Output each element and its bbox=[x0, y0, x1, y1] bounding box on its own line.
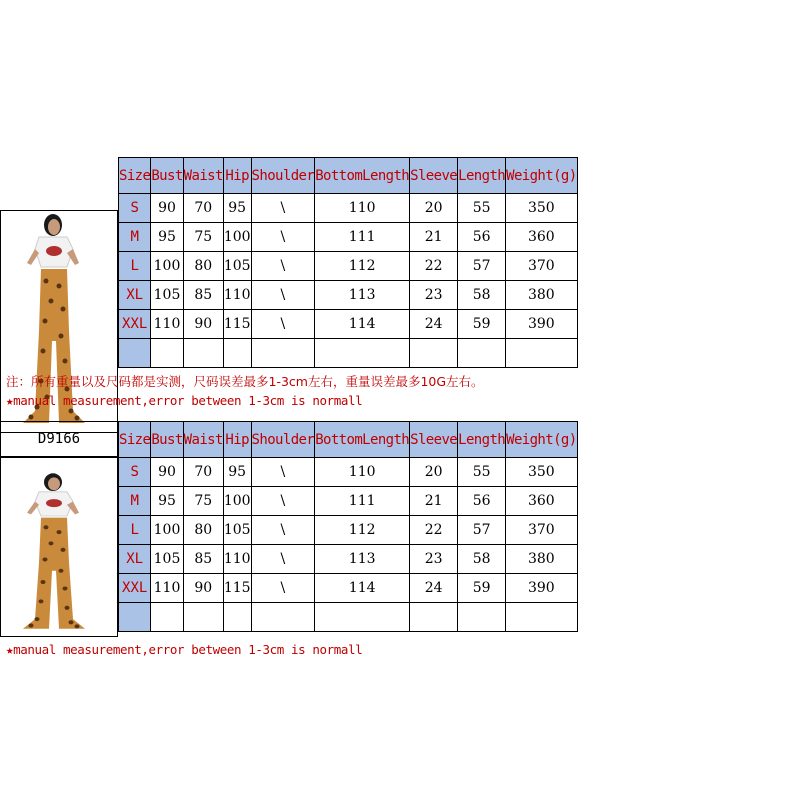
column-header: Size bbox=[119, 422, 151, 458]
measurement-cell: 21 bbox=[410, 223, 458, 252]
measurement-cell: 370 bbox=[506, 252, 577, 281]
measurement-cell bbox=[410, 603, 458, 632]
measurement-cell: 380 bbox=[506, 281, 577, 310]
column-header: Sleeve bbox=[410, 422, 458, 458]
product-photo bbox=[0, 457, 118, 637]
measurement-cell: 90 bbox=[151, 194, 183, 223]
measurement-cell: 111 bbox=[315, 223, 410, 252]
measurement-cell bbox=[223, 603, 251, 632]
measurement-cell: 95 bbox=[151, 487, 183, 516]
measurement-cell: 115 bbox=[223, 310, 251, 339]
measurement-cell: 350 bbox=[506, 458, 577, 487]
measurement-cell: 114 bbox=[315, 574, 410, 603]
column-header: Weight(g) bbox=[506, 422, 577, 458]
measurement-cell bbox=[251, 339, 315, 368]
column-header: Hip bbox=[223, 422, 251, 458]
measurement-cell: 390 bbox=[506, 310, 577, 339]
size-label-cell: M bbox=[119, 487, 151, 516]
column-header: Sleeve bbox=[410, 158, 458, 194]
measurement-cell: 59 bbox=[458, 310, 506, 339]
table-row bbox=[119, 487, 578, 516]
measurement-cell: 58 bbox=[458, 281, 506, 310]
column-header: Waist bbox=[183, 158, 223, 194]
measurement-cell: 56 bbox=[458, 223, 506, 252]
measurement-cell: 112 bbox=[315, 252, 410, 281]
column-header: Shoulder bbox=[251, 422, 315, 458]
table-row bbox=[119, 310, 578, 339]
size-table-2 bbox=[118, 421, 578, 632]
product-code: D9166 bbox=[0, 421, 118, 457]
table-row bbox=[119, 574, 578, 603]
column-header: Bust bbox=[151, 422, 183, 458]
measurement-cell: 105 bbox=[151, 545, 183, 574]
measurement-cell bbox=[315, 603, 410, 632]
column-header: BottomLength bbox=[315, 422, 410, 458]
column-header: Size bbox=[119, 158, 151, 194]
table-row bbox=[119, 194, 578, 223]
measurement-cell: 22 bbox=[410, 252, 458, 281]
measurement-cell: 85 bbox=[183, 281, 223, 310]
table-row bbox=[119, 458, 578, 487]
measurement-cell: 58 bbox=[458, 545, 506, 574]
size-label-cell: M bbox=[119, 223, 151, 252]
model-illustration bbox=[1, 458, 117, 636]
measurement-cell: 95 bbox=[151, 223, 183, 252]
measurement-cell: 80 bbox=[183, 516, 223, 545]
size-label-cell: XL bbox=[119, 545, 151, 574]
size-label-cell: L bbox=[119, 516, 151, 545]
measurement-cell: 20 bbox=[410, 458, 458, 487]
measurement-cell: 55 bbox=[458, 458, 506, 487]
note-english: ★manual measurement,error between 1-3cm is normall bbox=[6, 642, 363, 657]
measurement-cell: 112 bbox=[315, 516, 410, 545]
table-body bbox=[119, 194, 578, 368]
table-row bbox=[119, 281, 578, 310]
column-header: Weight(g) bbox=[506, 158, 577, 194]
measurement-cell: 75 bbox=[183, 487, 223, 516]
measurement-cell: 75 bbox=[183, 223, 223, 252]
measurement-cell bbox=[410, 339, 458, 368]
measurement-cell: 115 bbox=[223, 574, 251, 603]
measurement-cell bbox=[151, 603, 183, 632]
note-english: ★manual measurement,error between 1-3cm is normall bbox=[6, 393, 363, 408]
measurement-cell: 105 bbox=[223, 252, 251, 281]
column-header: BottomLength bbox=[315, 158, 410, 194]
measurement-cell: 100 bbox=[223, 223, 251, 252]
table-row bbox=[119, 516, 578, 545]
measurement-cell: 90 bbox=[183, 574, 223, 603]
measurement-cell bbox=[458, 603, 506, 632]
measurement-cell: \ bbox=[251, 545, 315, 574]
measurement-cell: 110 bbox=[223, 545, 251, 574]
note-chinese: 注：所有重量以及尺码都是实测，尺码误差最多1-3cm左右，重量误差最多10G左右。 bbox=[6, 374, 484, 389]
column-header: Waist bbox=[183, 422, 223, 458]
table-header-row bbox=[119, 158, 578, 194]
table-row bbox=[119, 223, 578, 252]
measurement-cell: 57 bbox=[458, 516, 506, 545]
measurement-cell bbox=[151, 339, 183, 368]
measurement-cell: 70 bbox=[183, 194, 223, 223]
measurement-cell: 70 bbox=[183, 458, 223, 487]
measurement-cell: 24 bbox=[410, 310, 458, 339]
size-label-cell: S bbox=[119, 194, 151, 223]
measurement-cell bbox=[506, 339, 577, 368]
size-label-cell: L bbox=[119, 252, 151, 281]
measurement-cell: 113 bbox=[315, 545, 410, 574]
size-label-cell: XXL bbox=[119, 310, 151, 339]
table-row bbox=[119, 252, 578, 281]
measurement-cell: \ bbox=[251, 458, 315, 487]
measurement-cell: 110 bbox=[151, 310, 183, 339]
table-row bbox=[119, 339, 578, 368]
measurement-cell: 350 bbox=[506, 194, 577, 223]
measurement-cell: \ bbox=[251, 252, 315, 281]
table-header-row bbox=[119, 422, 578, 458]
table-row bbox=[119, 603, 578, 632]
measurement-cell: 110 bbox=[315, 194, 410, 223]
measurement-cell bbox=[183, 603, 223, 632]
measurement-cell: 105 bbox=[151, 281, 183, 310]
measurement-cell: 100 bbox=[223, 487, 251, 516]
column-header: Bust bbox=[151, 158, 183, 194]
measurement-cell: \ bbox=[251, 223, 315, 252]
measurement-cell: 110 bbox=[223, 281, 251, 310]
measurement-cell: 105 bbox=[223, 516, 251, 545]
measurement-cell bbox=[506, 603, 577, 632]
measurement-cell: 24 bbox=[410, 574, 458, 603]
measurement-cell: 100 bbox=[151, 516, 183, 545]
measurement-cell: 95 bbox=[223, 194, 251, 223]
measurement-cell: 55 bbox=[458, 194, 506, 223]
measurement-cell: \ bbox=[251, 487, 315, 516]
measurement-cell bbox=[183, 339, 223, 368]
size-label-cell: XL bbox=[119, 281, 151, 310]
column-header: Length bbox=[458, 158, 506, 194]
measurement-cell: 23 bbox=[410, 281, 458, 310]
measurement-cell: 20 bbox=[410, 194, 458, 223]
column-header: Hip bbox=[223, 158, 251, 194]
size-label-cell bbox=[119, 603, 151, 632]
measurement-cell: 80 bbox=[183, 252, 223, 281]
measurement-cell: 113 bbox=[315, 281, 410, 310]
measurement-cell: 390 bbox=[506, 574, 577, 603]
measurement-cell: 56 bbox=[458, 487, 506, 516]
column-header: Length bbox=[458, 422, 506, 458]
table-body bbox=[119, 458, 578, 632]
measurement-cell bbox=[458, 339, 506, 368]
size-label-cell: XXL bbox=[119, 574, 151, 603]
measurement-cell: 380 bbox=[506, 545, 577, 574]
size-table-1 bbox=[118, 157, 578, 368]
measurement-cell bbox=[315, 339, 410, 368]
measurement-cell: 57 bbox=[458, 252, 506, 281]
measurement-cell: 21 bbox=[410, 487, 458, 516]
column-header: Shoulder bbox=[251, 158, 315, 194]
measurement-cell: 23 bbox=[410, 545, 458, 574]
measurement-cell bbox=[251, 603, 315, 632]
measurement-cell: 111 bbox=[315, 487, 410, 516]
measurement-cell: 110 bbox=[315, 458, 410, 487]
measurement-cell: 90 bbox=[183, 310, 223, 339]
measurement-cell: 22 bbox=[410, 516, 458, 545]
measurement-cell: 360 bbox=[506, 487, 577, 516]
measurement-cell: 360 bbox=[506, 223, 577, 252]
table-row bbox=[119, 545, 578, 574]
size-label-cell: S bbox=[119, 458, 151, 487]
size-label-cell bbox=[119, 339, 151, 368]
measurement-cell: \ bbox=[251, 194, 315, 223]
measurement-cell: \ bbox=[251, 516, 315, 545]
measurement-cell: 110 bbox=[151, 574, 183, 603]
measurement-cell: 59 bbox=[458, 574, 506, 603]
measurement-cell: 85 bbox=[183, 545, 223, 574]
measurement-cell bbox=[223, 339, 251, 368]
measurement-cell: 370 bbox=[506, 516, 577, 545]
measurement-cell: \ bbox=[251, 310, 315, 339]
measurement-cell: 95 bbox=[223, 458, 251, 487]
measurement-cell: \ bbox=[251, 281, 315, 310]
measurement-cell: 100 bbox=[151, 252, 183, 281]
measurement-cell: 114 bbox=[315, 310, 410, 339]
measurement-cell: 90 bbox=[151, 458, 183, 487]
measurement-cell: \ bbox=[251, 574, 315, 603]
